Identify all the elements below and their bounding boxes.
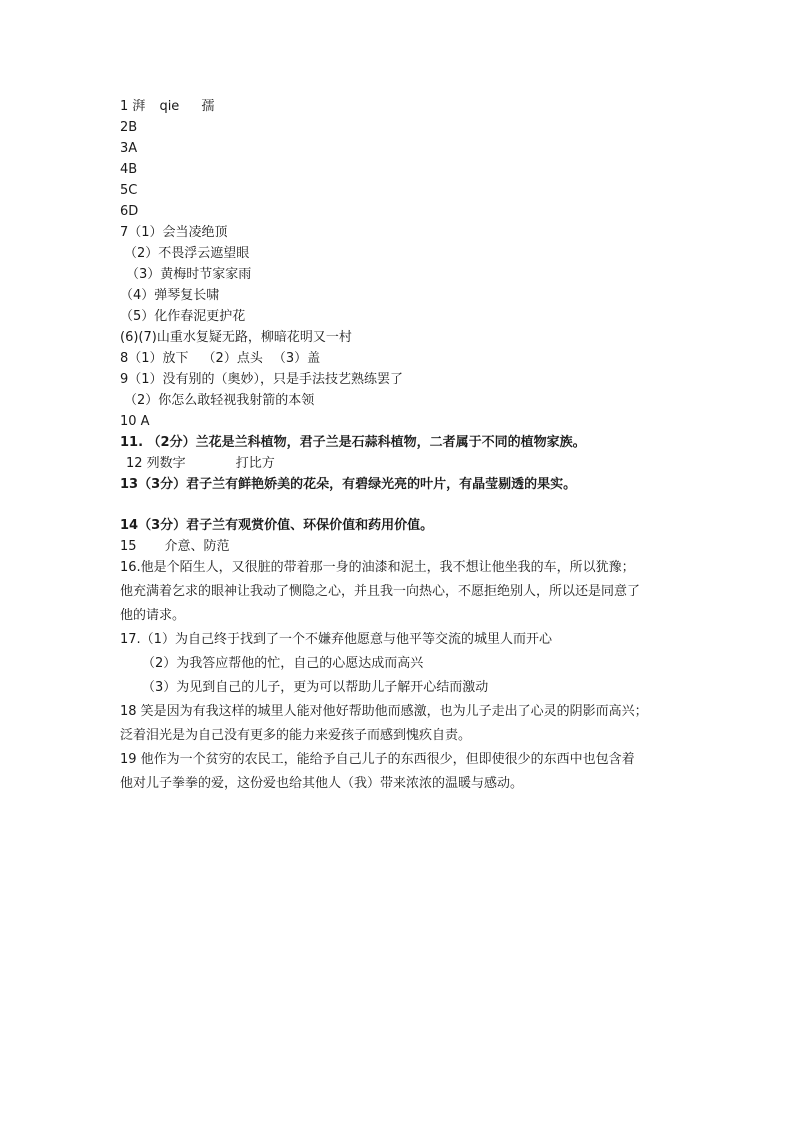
answer-7-4: （4）弹琴复长啸: [120, 288, 220, 303]
answer-17-1: 17.（1）为自己终于找到了一个不嫌弃他愿意与他平等交流的城里人而开心: [120, 632, 552, 647]
answer-6: 6D: [120, 204, 139, 219]
answer-19-1: 19 他作为一个贫穷的农民工，能给予自己儿子的东西很少，但即使很少的东西中也包含着: [120, 752, 635, 767]
answer-7-1: 7（1）会当凌绝顶: [120, 225, 228, 240]
answer-7-5: （5）化作春泥更护花: [120, 309, 246, 324]
answer-17-3: （3）为见到自己的儿子，更为可以帮助儿子解开心结而激动: [142, 680, 489, 695]
answer-10: 10 A: [120, 414, 150, 429]
answer-4: 4B: [120, 162, 138, 177]
answer-2: 2B: [120, 120, 138, 135]
answer-14: 14（3分）君子兰有观赏价值、环保价值和药用价值。: [120, 518, 434, 533]
answer-11: 11. （2分）兰花是兰科植物，君子兰是石蒜科植物，二者属于不同的植物家族。: [120, 435, 586, 450]
answer-7-2: （2）不畏浮云遮望眼: [124, 246, 250, 261]
answer-5: 5C: [120, 183, 138, 198]
answer-12: 12 列数字 打比方: [126, 456, 275, 471]
answer-17-2: （2）为我答应帮他的忙，自己的心愿达成而高兴: [142, 656, 424, 671]
answer-16-1: 16.他是个陌生人，又很脏的带着那一身的油漆和泥土，我不想让他坐我的车，所以犹豫；: [120, 560, 635, 575]
answer-7-3: （3）黄梅时节家家雨: [126, 267, 252, 282]
answer-18-2: 泛着泪光是为自己没有更多的能力来爱孩子而感到愧疚自责。: [120, 728, 472, 743]
answer-16-3: 他的请求。: [120, 608, 186, 623]
answer-8: 8（1）放下 （2）点头 （3）盖: [120, 351, 321, 366]
answer-19-2: 他对儿子拳拳的爱，这份爱也给其他人（我）带来浓浓的温暖与感动。: [120, 776, 524, 791]
answer-9-2: （2）你怎么敢轻视我射箭的本领: [124, 393, 315, 408]
answer-9-1: 9（1）没有别的（奥妙），只是手法技艺熟练罢了: [120, 372, 404, 387]
answer-15: 15 介意、防范: [120, 539, 230, 554]
answer-7-6: (6)(7)山重水复疑无路，柳暗花明又一村: [120, 330, 352, 345]
answer-16-2: 他充满着乞求的眼神让我动了恻隐之心，并且我一向热心，不愿拒绝别人，所以还是同意了: [120, 584, 641, 599]
answer-1: 1 湃 qie 孺: [120, 99, 215, 114]
answer-3: 3A: [120, 141, 138, 156]
answer-13: 13（3分）君子兰有鲜艳娇美的花朵，有碧绿光亮的叶片，有晶莹剔透的果实。: [120, 477, 577, 492]
answer-18-1: 18 笑是因为有我这样的城里人能对他好帮助他而感激，也为儿子走出了心灵的阴影而高兴；: [120, 704, 648, 719]
